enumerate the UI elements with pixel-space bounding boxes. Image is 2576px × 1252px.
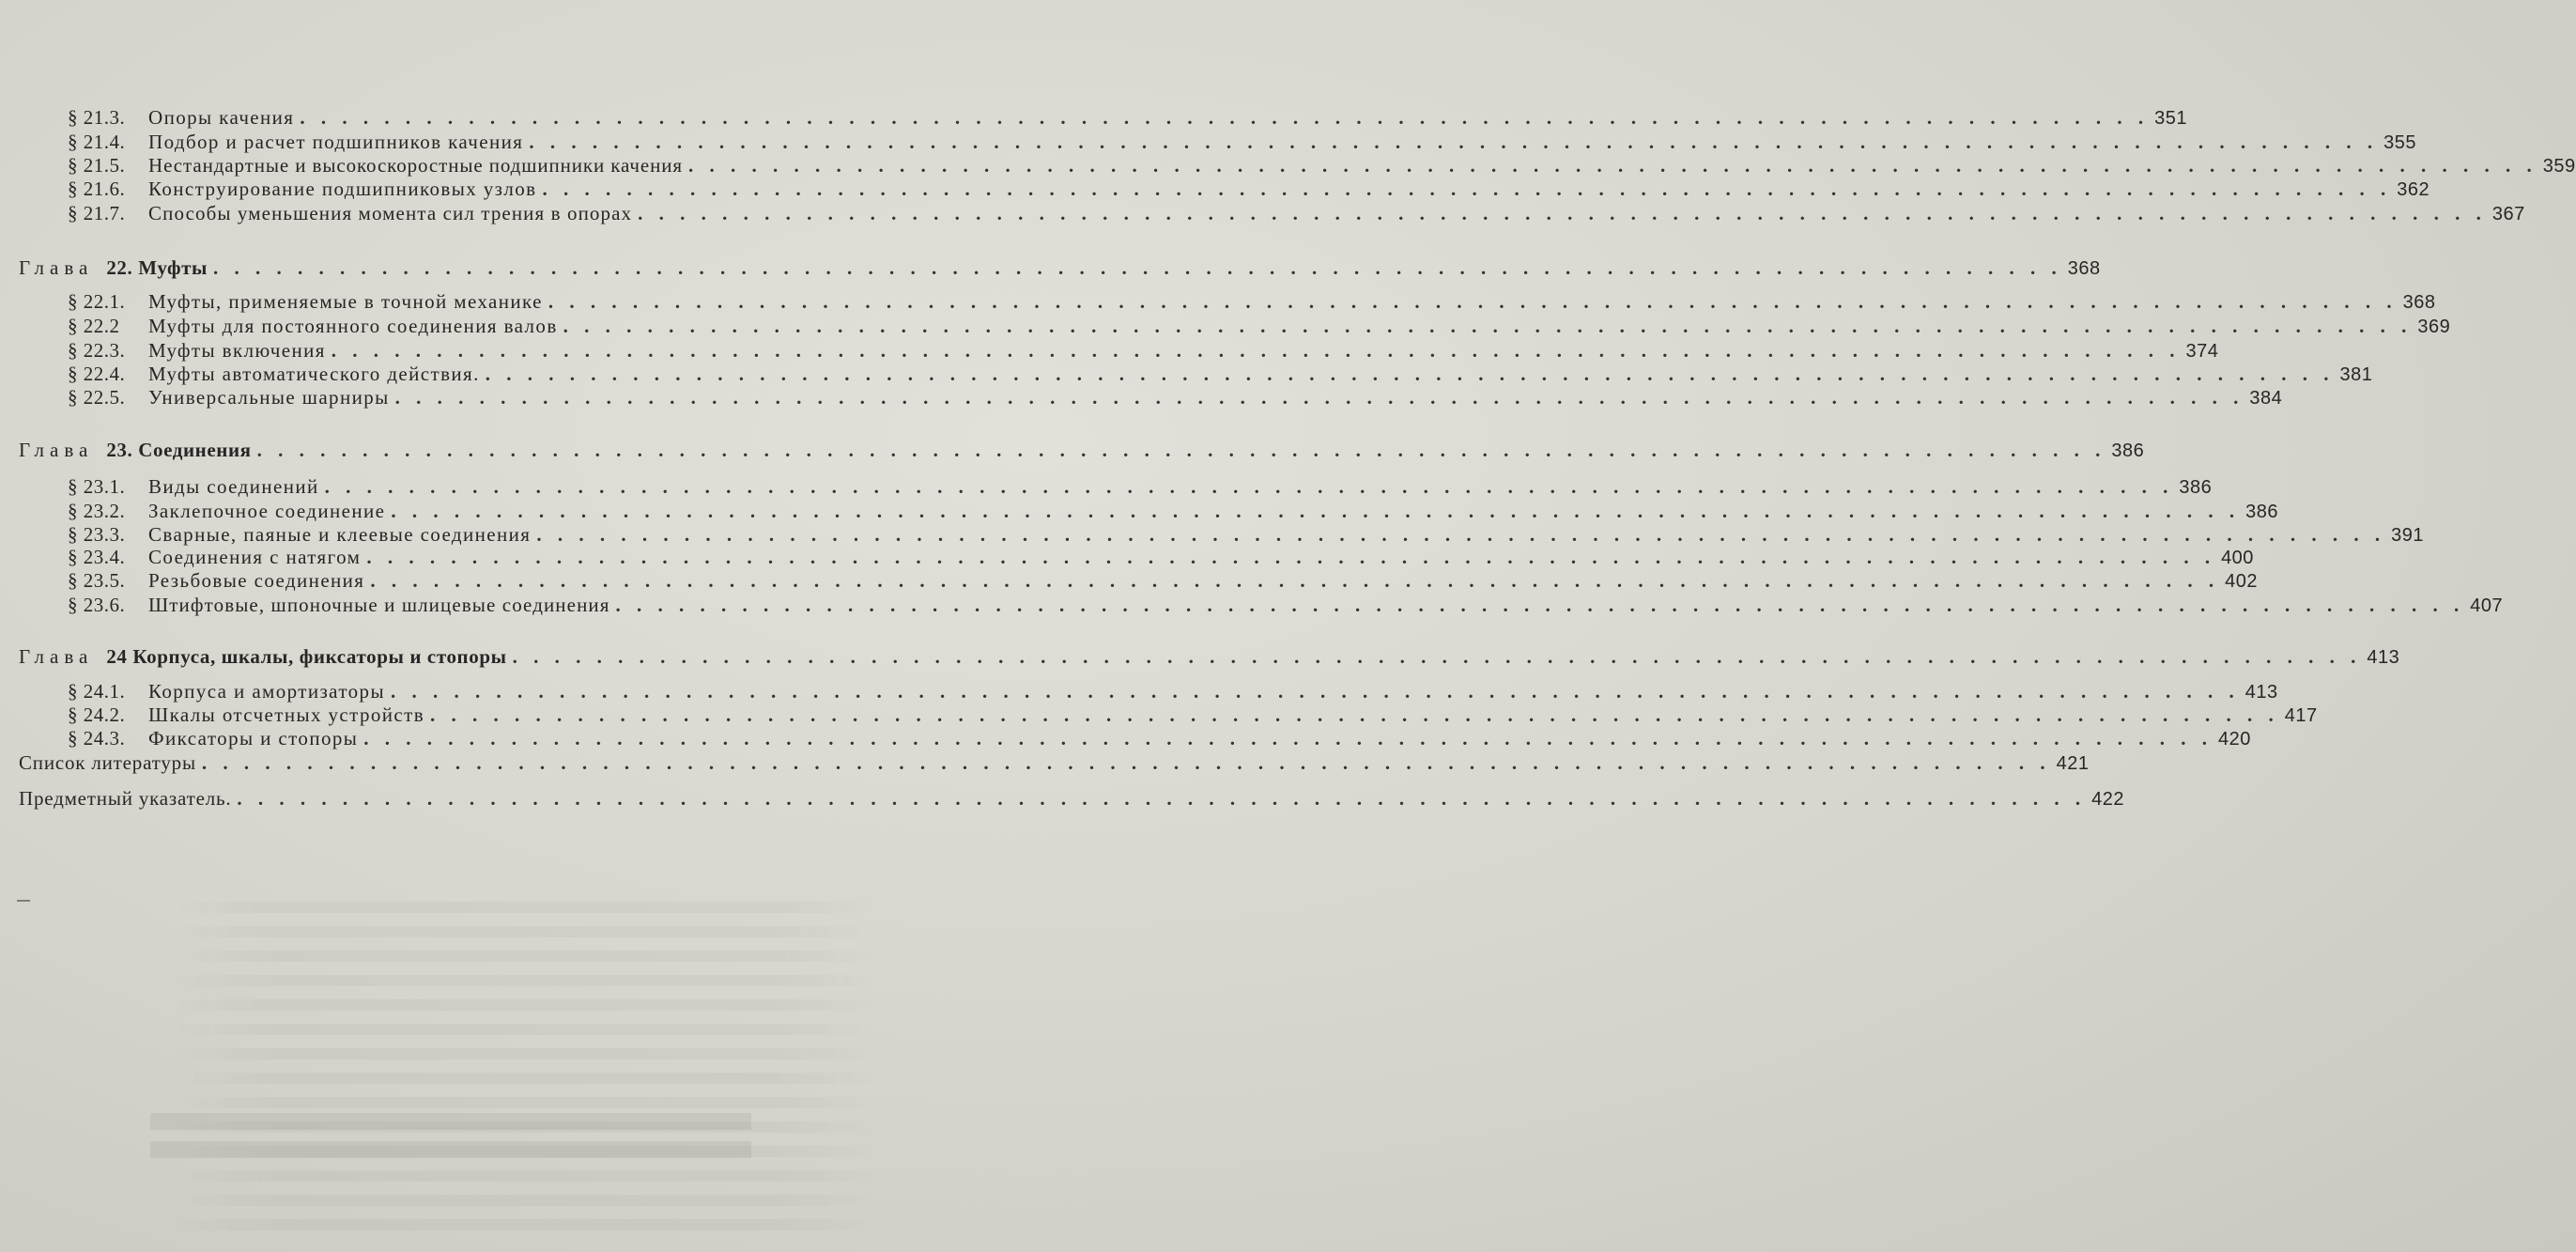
section-title: Резьбовые соединения xyxy=(148,569,365,592)
section-title: Муфты включения xyxy=(148,339,326,362)
page-number: 417 xyxy=(2284,705,2318,726)
dot-leader xyxy=(257,438,2106,462)
dot-leader xyxy=(363,726,2213,750)
section-number: § 23.2. xyxy=(68,500,126,522)
dot-leader xyxy=(395,385,2244,410)
section-title: Штифтовые, шпоночные и шлицевые соединения xyxy=(148,594,610,616)
dot-leader xyxy=(237,786,2086,811)
dot-leader xyxy=(529,130,2378,154)
page-number: 362 xyxy=(2397,179,2430,200)
section-number: § 21.3. xyxy=(68,106,126,129)
index-title: Предметный указатель. xyxy=(19,787,232,810)
section-number: § 23.6. xyxy=(68,594,126,616)
section-title: Фиксаторы и стопоры xyxy=(148,727,359,750)
page-number: 422 xyxy=(2091,789,2125,810)
toc-chapter-24 xyxy=(19,644,2400,672)
toc-entry-22-5 xyxy=(68,385,2283,413)
dot-leader xyxy=(548,289,2398,314)
dot-leader xyxy=(430,703,2279,727)
dot-leader xyxy=(391,499,2240,523)
section-number: § 21.6. xyxy=(68,178,126,200)
page-number: 386 xyxy=(2179,477,2213,498)
section-number: § 23.3. xyxy=(68,523,126,546)
chapter-label: Глава xyxy=(19,256,94,279)
section-title: Подбор и расчет подшипников качения xyxy=(148,131,524,153)
page-number: 355 xyxy=(2383,132,2416,153)
page-number: 374 xyxy=(2185,341,2219,362)
section-title: Корпуса и амортизаторы xyxy=(148,680,385,703)
section-number: § 21.5. xyxy=(68,154,126,177)
dot-leader xyxy=(332,338,2181,363)
section-number: § 21.4. xyxy=(68,131,126,153)
section-number: § 21.7. xyxy=(68,202,126,224)
toc-entry-21-7 xyxy=(68,201,2525,229)
dot-leader xyxy=(638,201,2487,225)
chapter-label: Глава xyxy=(19,439,94,461)
dot-leader xyxy=(325,474,2174,499)
chapter-title: 23. Соединения xyxy=(106,439,252,461)
dot-leader xyxy=(616,593,2465,617)
section-title: Виды соединений xyxy=(148,475,319,498)
bleed-through-heading xyxy=(150,1113,751,1169)
section-title: Универсальные шарниры xyxy=(148,386,390,409)
page-number: 359 xyxy=(2542,156,2576,177)
page-number: 413 xyxy=(2244,682,2278,703)
bleed-through-texture xyxy=(169,902,883,1240)
page-number: 420 xyxy=(2218,729,2251,750)
page-number: 368 xyxy=(2402,292,2436,313)
toc-chapter-23 xyxy=(19,438,2145,466)
toc-references xyxy=(19,750,2090,779)
section-title: Муфты для постоянного соединения валов xyxy=(148,315,558,337)
page-number: 386 xyxy=(2111,441,2145,461)
section-title: Способы уменьшения момента сил трения в опорах xyxy=(148,202,633,224)
dot-leader xyxy=(536,522,2385,547)
page-number: 384 xyxy=(2249,388,2283,409)
page-number: 400 xyxy=(2221,548,2254,568)
dot-leader xyxy=(563,314,2413,338)
section-title: Заклепочное соединение xyxy=(148,500,386,522)
page-number: 421 xyxy=(2056,753,2090,774)
section-title: Опоры качения xyxy=(148,106,295,129)
page-number: 391 xyxy=(2391,525,2424,546)
page-number: 367 xyxy=(2491,204,2525,224)
section-title: Муфты, применяемые в точной механике xyxy=(148,290,543,313)
page-number: 369 xyxy=(2417,317,2451,337)
dot-leader xyxy=(370,568,2219,593)
section-title: Сварные, паяные и клеевые соединения xyxy=(148,523,532,546)
section-number: § 23.5. xyxy=(68,569,126,592)
section-number: § 22.3. xyxy=(68,339,126,362)
section-title: Муфты автоматического действия. xyxy=(148,363,480,385)
section-number: § 22.4. xyxy=(68,363,126,385)
section-number: § 24.2. xyxy=(68,703,126,726)
section-number: § 22.1. xyxy=(68,290,126,313)
page-number: 386 xyxy=(2245,502,2278,522)
section-number: § 22.2 xyxy=(68,315,120,337)
section-title: Соединения с натягом xyxy=(148,546,362,568)
dot-leader xyxy=(202,750,2051,775)
section-number: § 24.3. xyxy=(68,727,126,750)
section-title: Конструирование подшипниковых узлов xyxy=(148,178,537,200)
page-number: 402 xyxy=(2225,571,2258,592)
section-number: § 24.1. xyxy=(68,680,126,703)
page-number: 413 xyxy=(2367,647,2400,668)
page-number: 381 xyxy=(2339,364,2373,385)
dot-leader xyxy=(213,255,2062,280)
section-number: § 23.4. xyxy=(68,546,126,568)
dot-leader xyxy=(542,177,2391,201)
section-number: § 23.1. xyxy=(68,475,126,498)
chapter-title: 24 Корпуса, шкалы, фиксаторы и стопоры xyxy=(106,645,507,668)
references-title: Список литературы xyxy=(19,751,196,774)
page-number: 351 xyxy=(2154,108,2187,129)
page-number: 368 xyxy=(2067,258,2101,279)
chapter-title: 22. Муфты xyxy=(106,256,208,279)
section-title: Шкалы отсчетных устройств xyxy=(148,703,425,726)
toc-index xyxy=(19,786,2125,814)
dot-leader xyxy=(366,545,2215,569)
toc-chapter-22 xyxy=(19,255,2101,284)
dot-leader xyxy=(513,644,2362,669)
dot-leader xyxy=(486,362,2335,386)
toc-entry-23-6 xyxy=(68,593,2504,621)
chapter-label: Глава xyxy=(19,645,94,668)
page-number: 407 xyxy=(2470,595,2504,616)
section-number: § 22.5. xyxy=(68,386,126,409)
section-title: Нестандартные и высокоскоростные подшипники качения xyxy=(148,154,683,177)
margin-mark xyxy=(17,900,30,902)
dot-leader xyxy=(688,153,2537,178)
dot-leader xyxy=(300,105,2149,130)
dot-leader xyxy=(391,679,2240,703)
